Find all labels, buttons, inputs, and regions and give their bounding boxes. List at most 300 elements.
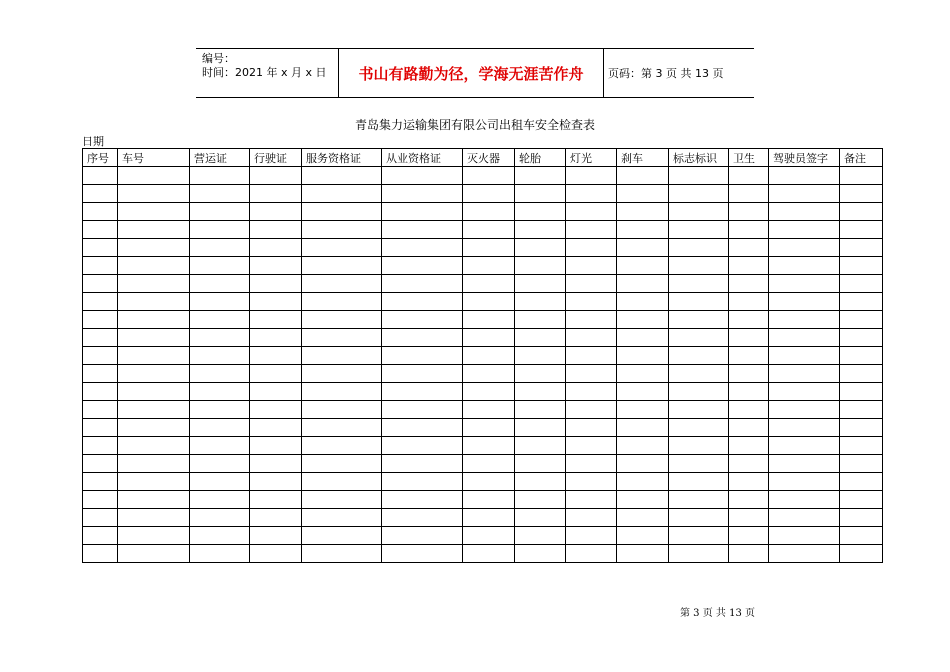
table-cell (515, 293, 566, 311)
table-cell (840, 293, 883, 311)
table-cell (515, 167, 566, 185)
col-header: 行驶证 (250, 149, 302, 167)
table-cell (118, 167, 190, 185)
table-cell (83, 347, 118, 365)
table-row (83, 473, 883, 491)
table-cell (729, 221, 769, 239)
table-cell (515, 509, 566, 527)
table-row (83, 347, 883, 365)
table-cell (669, 257, 729, 275)
table-cell (382, 365, 463, 383)
table-cell (382, 239, 463, 257)
table-cell (382, 347, 463, 365)
table-cell (382, 185, 463, 203)
table-cell (382, 455, 463, 473)
table-cell (190, 437, 250, 455)
table-cell (617, 221, 669, 239)
table-cell (566, 275, 617, 293)
table-cell (769, 455, 840, 473)
table-cell (566, 545, 617, 563)
table-cell (566, 437, 617, 455)
table-cell (669, 527, 729, 545)
table-row (83, 329, 883, 347)
table-cell (118, 365, 190, 383)
table-cell (729, 545, 769, 563)
col-header: 营运证 (190, 149, 250, 167)
table-cell (83, 293, 118, 311)
table-cell (463, 221, 515, 239)
table-cell (669, 545, 729, 563)
table-cell (250, 347, 302, 365)
table-cell (382, 527, 463, 545)
table-cell (190, 293, 250, 311)
table-cell (302, 419, 382, 437)
table-cell (83, 419, 118, 437)
table-cell (302, 437, 382, 455)
inspection-table (82, 148, 883, 563)
table-cell (382, 203, 463, 221)
table-cell (250, 491, 302, 509)
table-cell (118, 347, 190, 365)
table-cell (840, 203, 883, 221)
table-cell (729, 365, 769, 383)
table-cell (463, 347, 515, 365)
table-cell (302, 221, 382, 239)
table-cell (617, 365, 669, 383)
table-cell (83, 437, 118, 455)
table-cell (302, 203, 382, 221)
table-cell (118, 455, 190, 473)
table-cell (250, 365, 302, 383)
table-row (83, 203, 883, 221)
table-cell (515, 527, 566, 545)
table-cell (769, 239, 840, 257)
table-cell (302, 257, 382, 275)
table-cell (463, 311, 515, 329)
table-cell (463, 527, 515, 545)
table-cell (617, 275, 669, 293)
table-cell (515, 455, 566, 473)
table-row (83, 293, 883, 311)
table-cell (190, 203, 250, 221)
col-header: 服务资格证 (302, 149, 382, 167)
table-row (83, 437, 883, 455)
table-cell (83, 185, 118, 203)
table-cell (382, 509, 463, 527)
table-cell (302, 383, 382, 401)
table-cell (83, 221, 118, 239)
table-cell (83, 527, 118, 545)
table-cell (669, 419, 729, 437)
table-cell (515, 275, 566, 293)
table-cell (463, 239, 515, 257)
table-cell (840, 329, 883, 347)
table-row (83, 419, 883, 437)
table-cell (769, 257, 840, 275)
table-cell (840, 545, 883, 563)
table-cell (83, 257, 118, 275)
col-header: 卫生 (729, 149, 769, 167)
table-row (83, 509, 883, 527)
table-cell (250, 455, 302, 473)
table-cell (729, 293, 769, 311)
table-cell (463, 329, 515, 347)
table-cell (118, 203, 190, 221)
table-row (83, 491, 883, 509)
table-cell (118, 185, 190, 203)
table-cell (566, 401, 617, 419)
table-cell (669, 275, 729, 293)
table-cell (769, 311, 840, 329)
table-cell (840, 167, 883, 185)
table-cell (118, 221, 190, 239)
table-cell (669, 167, 729, 185)
table-cell (769, 401, 840, 419)
table-cell (250, 239, 302, 257)
table-cell (515, 473, 566, 491)
table-cell (83, 473, 118, 491)
table-row (83, 167, 883, 185)
table-cell (302, 347, 382, 365)
table-cell (515, 437, 566, 455)
table-cell (729, 239, 769, 257)
table-cell (190, 419, 250, 437)
table-cell (729, 419, 769, 437)
table-cell (617, 293, 669, 311)
table-cell (566, 311, 617, 329)
table-cell (118, 239, 190, 257)
table-cell (769, 167, 840, 185)
table-cell (190, 527, 250, 545)
table-cell (190, 383, 250, 401)
table-cell (769, 347, 840, 365)
table-cell (515, 347, 566, 365)
table-cell (729, 347, 769, 365)
table-cell (729, 383, 769, 401)
table-cell (382, 383, 463, 401)
table-cell (190, 401, 250, 419)
table-cell (190, 545, 250, 563)
table-cell (769, 527, 840, 545)
table-cell (729, 437, 769, 455)
table-cell (190, 509, 250, 527)
table-cell (83, 455, 118, 473)
table-cell (617, 401, 669, 419)
table-cell (669, 437, 729, 455)
table-cell (463, 419, 515, 437)
table-cell (118, 419, 190, 437)
table-cell (566, 347, 617, 365)
table-cell (515, 383, 566, 401)
table-cell (382, 275, 463, 293)
table-cell (840, 491, 883, 509)
table-cell (83, 545, 118, 563)
table-cell (669, 203, 729, 221)
table-cell (840, 401, 883, 419)
table-cell (118, 509, 190, 527)
table-cell (769, 491, 840, 509)
table-cell (566, 185, 617, 203)
table-cell (669, 311, 729, 329)
table-cell (617, 455, 669, 473)
table-cell (83, 203, 118, 221)
table-cell (617, 311, 669, 329)
col-header: 驾驶员签字 (769, 149, 840, 167)
table-cell (190, 257, 250, 275)
time-label: 时间：2021 年 x 月 x 日 (202, 66, 327, 79)
col-header: 序号 (83, 149, 118, 167)
table-cell (617, 473, 669, 491)
table-row (83, 185, 883, 203)
table-cell (617, 419, 669, 437)
table-cell (382, 491, 463, 509)
table-cell (302, 293, 382, 311)
table-cell (250, 527, 302, 545)
table-cell (250, 329, 302, 347)
table-cell (729, 491, 769, 509)
header-motto: 书山有路勤为径，学海无涯苦作舟 (338, 49, 604, 97)
table-cell (463, 383, 515, 401)
table-cell (463, 455, 515, 473)
table-cell (250, 419, 302, 437)
table-cell (769, 419, 840, 437)
table-cell (669, 473, 729, 491)
table-cell (190, 473, 250, 491)
table-cell (83, 401, 118, 419)
table-cell (669, 455, 729, 473)
table-cell (729, 473, 769, 491)
table-cell (769, 545, 840, 563)
table-cell (617, 491, 669, 509)
table-cell (302, 185, 382, 203)
table-cell (118, 401, 190, 419)
table-row (83, 239, 883, 257)
table-cell (190, 167, 250, 185)
table-cell (118, 293, 190, 311)
table-cell (250, 275, 302, 293)
page-header (196, 48, 754, 98)
table-cell (515, 401, 566, 419)
table-cell (190, 455, 250, 473)
table-cell (617, 545, 669, 563)
table-cell (463, 473, 515, 491)
table-cell (190, 347, 250, 365)
page-footer: 第 3 页 共 13 页 (680, 608, 755, 619)
table-cell (769, 203, 840, 221)
table-cell (83, 509, 118, 527)
table-cell (769, 275, 840, 293)
table-cell (250, 437, 302, 455)
table-cell (463, 545, 515, 563)
table-row (83, 257, 883, 275)
table-cell (302, 527, 382, 545)
table-cell (729, 509, 769, 527)
table-cell (83, 383, 118, 401)
table-cell (617, 437, 669, 455)
table-cell (302, 491, 382, 509)
table-cell (463, 275, 515, 293)
table-cell (840, 257, 883, 275)
table-cell (769, 509, 840, 527)
table-row (83, 383, 883, 401)
table-cell (840, 527, 883, 545)
table-cell (250, 401, 302, 419)
table-cell (729, 527, 769, 545)
table-row (83, 221, 883, 239)
col-header: 备注 (840, 149, 883, 167)
table-cell (83, 167, 118, 185)
table-cell (83, 329, 118, 347)
table-cell (302, 239, 382, 257)
col-header: 车号 (118, 149, 190, 167)
table-cell (250, 473, 302, 491)
table-cell (515, 365, 566, 383)
table-cell (617, 203, 669, 221)
table-cell (669, 383, 729, 401)
col-header: 轮胎 (515, 149, 566, 167)
table-cell (463, 365, 515, 383)
table-cell (769, 293, 840, 311)
table-cell (250, 545, 302, 563)
date-label: 日期 (82, 135, 104, 148)
table-cell (250, 203, 302, 221)
table-cell (566, 167, 617, 185)
table-cell (382, 167, 463, 185)
table-cell (515, 329, 566, 347)
table-cell (840, 311, 883, 329)
table-cell (729, 257, 769, 275)
table-cell (769, 329, 840, 347)
table-cell (515, 491, 566, 509)
table-cell (382, 437, 463, 455)
table-cell (769, 383, 840, 401)
table-cell (463, 491, 515, 509)
table-header-row (83, 149, 883, 167)
table-cell (190, 221, 250, 239)
table-cell (118, 491, 190, 509)
table-cell (669, 347, 729, 365)
table-cell (190, 239, 250, 257)
table-cell (566, 455, 617, 473)
table-cell (840, 455, 883, 473)
table-cell (515, 185, 566, 203)
table-cell (840, 383, 883, 401)
table-cell (566, 257, 617, 275)
document-title: 青岛集力运输集团有限公司出租车安全检查表 (354, 118, 595, 132)
table-cell (382, 257, 463, 275)
table-cell (302, 455, 382, 473)
table-cell (729, 401, 769, 419)
table-cell (669, 365, 729, 383)
header-meta (202, 52, 327, 80)
table-cell (190, 491, 250, 509)
table-cell (302, 329, 382, 347)
table-cell (617, 185, 669, 203)
table-cell (566, 365, 617, 383)
table-cell (83, 239, 118, 257)
table-cell (250, 509, 302, 527)
col-header: 灯光 (566, 149, 617, 167)
table-cell (463, 437, 515, 455)
table-cell (840, 365, 883, 383)
table-cell (840, 473, 883, 491)
table-cell (302, 545, 382, 563)
table-cell (118, 257, 190, 275)
table-cell (729, 329, 769, 347)
table-cell (729, 185, 769, 203)
table-cell (463, 185, 515, 203)
table-cell (190, 185, 250, 203)
table-row (83, 401, 883, 419)
table-cell (566, 329, 617, 347)
table-cell (190, 311, 250, 329)
number-label: 编号： (202, 52, 235, 65)
table-cell (617, 347, 669, 365)
table-cell (617, 239, 669, 257)
col-header: 灭火器 (463, 149, 515, 167)
table-cell (83, 365, 118, 383)
table-cell (769, 221, 840, 239)
table-cell (669, 401, 729, 419)
table-cell (382, 311, 463, 329)
table-cell (250, 293, 302, 311)
table-cell (83, 275, 118, 293)
table-cell (118, 383, 190, 401)
table-cell (302, 167, 382, 185)
table-cell (515, 311, 566, 329)
table-cell (566, 473, 617, 491)
table-row (83, 545, 883, 563)
table-cell (617, 329, 669, 347)
table-cell (515, 419, 566, 437)
table-cell (382, 329, 463, 347)
table-cell (515, 203, 566, 221)
table-cell (669, 185, 729, 203)
table-cell (617, 257, 669, 275)
table-cell (463, 257, 515, 275)
table-cell (729, 311, 769, 329)
table-cell (118, 545, 190, 563)
table-cell (769, 437, 840, 455)
table-cell (566, 239, 617, 257)
table-cell (118, 275, 190, 293)
table-cell (669, 221, 729, 239)
table-cell (840, 221, 883, 239)
table-cell (769, 365, 840, 383)
table-cell (840, 347, 883, 365)
table-cell (302, 275, 382, 293)
table-cell (83, 311, 118, 329)
table-cell (566, 527, 617, 545)
header-page-info: 页码：第 3 页 共 13 页 (608, 67, 724, 80)
table-row (83, 311, 883, 329)
table-cell (729, 275, 769, 293)
table-cell (250, 185, 302, 203)
table-cell (118, 527, 190, 545)
table-cell (840, 419, 883, 437)
table-row (83, 527, 883, 545)
table-cell (617, 527, 669, 545)
table-cell (463, 203, 515, 221)
table-cell (190, 275, 250, 293)
table-cell (190, 329, 250, 347)
table-cell (769, 473, 840, 491)
table-cell (250, 221, 302, 239)
table-cell (382, 401, 463, 419)
col-header: 标志标识 (669, 149, 729, 167)
table-cell (382, 293, 463, 311)
table-cell (515, 545, 566, 563)
